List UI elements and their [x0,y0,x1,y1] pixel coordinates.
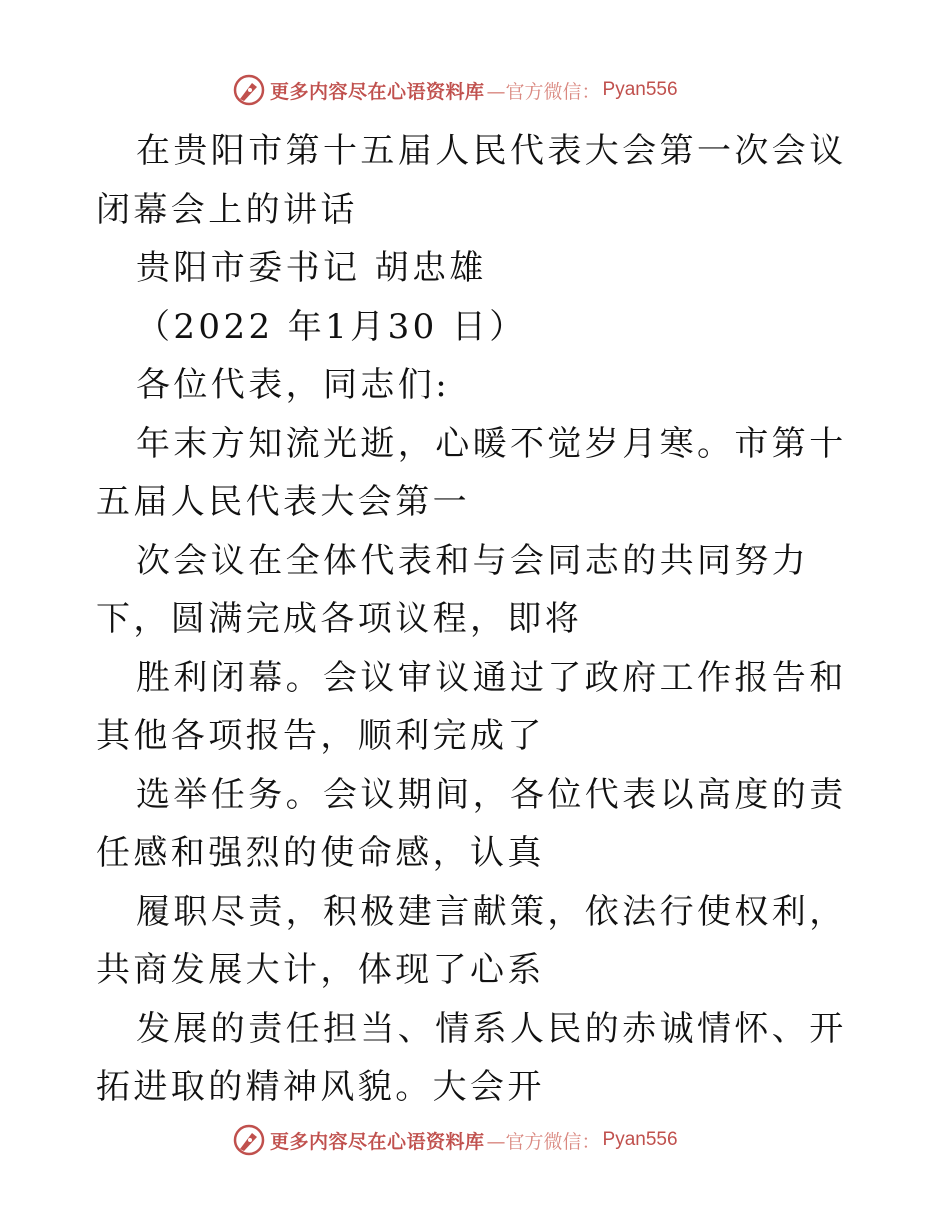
watermark-wechat-id: Pyan556 [602,1129,678,1150]
header-watermark [232,72,732,108]
footer-watermark [232,1122,732,1158]
body-paragraph: 胜利闭幕。会议审议通过了政府工作报告和其他各项报告，顺利完成了 [96,657,847,756]
watermark-text: 更多内容尽在心语资料库 [270,80,485,103]
body-paragraph: 发展的责任担当、情系人民的赤诚情怀、开拓进取的精神风貌。大会开 [96,1008,847,1107]
watermark-text: 更多内容尽在心语资料库 [270,1130,485,1153]
watermark-wechat-label: —官方微信： [486,1130,601,1153]
pen-nib-logo-icon [232,1123,266,1157]
author-line: 贵阳市委书记 胡忠雄 [136,248,487,288]
date-line: （2022 年1月30 日） [136,306,527,347]
document-title: 在贵阳市第十五届人民代表大会第一次会议闭幕会上的讲话 [96,131,847,230]
document-body [96,122,856,1117]
pen-nib-logo-icon [232,73,266,107]
watermark-wechat-label: —官方微信： [486,80,601,103]
body-paragraph: 履职尽责，积极建言献策，依法行使权利，共商发展大计，体现了心系 [96,891,847,990]
body-paragraph: 选举任务。会议期间，各位代表以高度的责任感和强烈的使命感，认真 [96,774,847,873]
salutation: 各位代表，同志们: [136,365,451,405]
body-paragraph: 年末方知流光逝，心暖不觉岁月寒。市第十五届人民代表大会第一 [96,423,847,522]
body-paragraph: 次会议在全体代表和与会同志的共同努力下，圆满完成各项议程，即将 [96,540,810,639]
watermark-wechat-id: Pyan556 [602,79,678,100]
